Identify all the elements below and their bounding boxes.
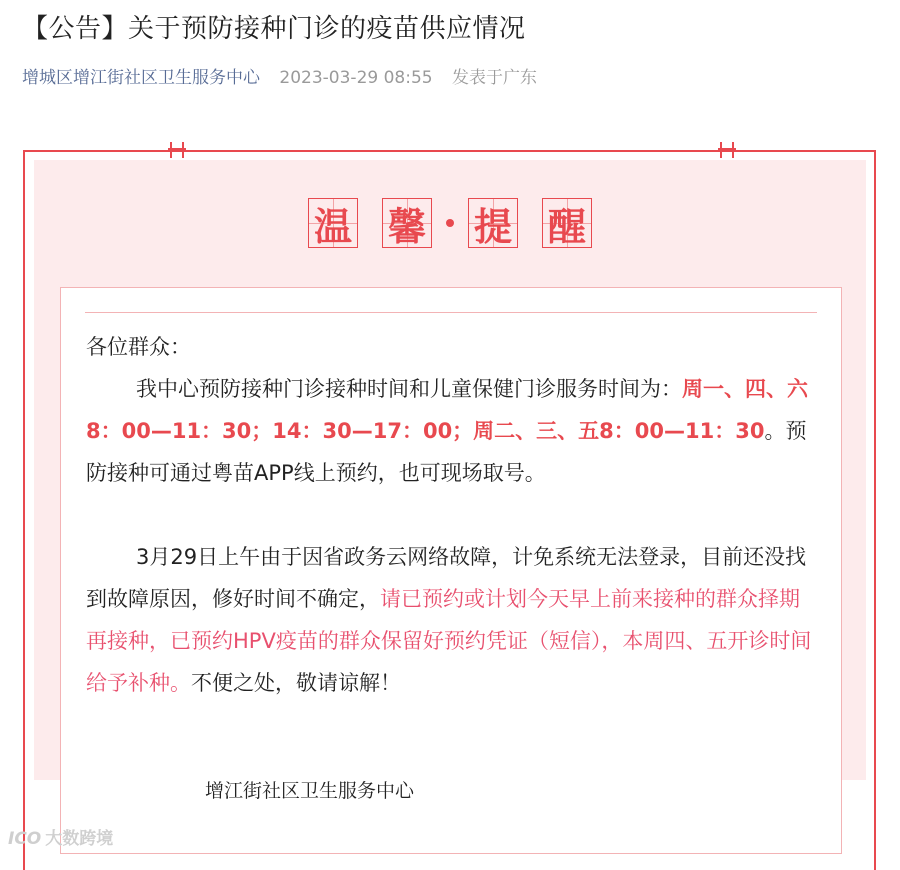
watermark-text: 大数跨境 bbox=[45, 829, 114, 849]
notice-heading bbox=[0, 196, 900, 250]
outage-paragraph bbox=[86, 536, 816, 704]
article-title: 【公告】关于预防接种门诊的疫苗供应情况 bbox=[22, 14, 526, 44]
schedule-paragraph bbox=[86, 368, 816, 494]
notice-content bbox=[86, 326, 816, 704]
heading-char: 提 bbox=[473, 204, 512, 249]
outage-instructions: 请已预约或计划今天早上前来接种的群众择期再接种，已预约HPV疫苗的群众保留好预约凭证（短信），本周四、五开诊时间给予补种。 bbox=[86, 587, 812, 695]
heading-dot-icon bbox=[446, 219, 454, 227]
paragraph-gap bbox=[86, 494, 816, 536]
greeting: 各位群众： bbox=[86, 335, 191, 359]
author-link[interactable]: 增城区增江街社区卫生服务中心 bbox=[22, 68, 260, 88]
card-divider bbox=[85, 312, 817, 313]
schedule-intro: 我中心预防接种门诊接种时间和儿童保健门诊服务时间为： bbox=[136, 377, 682, 401]
heading-char: 温 bbox=[313, 204, 352, 249]
watermark-logo-icon: ICO bbox=[8, 829, 42, 849]
apology: 不便之处，敬请谅解！ bbox=[191, 671, 401, 695]
schedule-hours: 周一、四、六8：00—11：30；14：30—17：00；周二、三、五8：00—11：30 bbox=[86, 377, 808, 443]
heading-char: 馨 bbox=[387, 204, 426, 249]
heading-char: 醒 bbox=[547, 204, 586, 249]
publish-location: 发表于广东 bbox=[452, 68, 538, 88]
outage-description: 3月29日上午由于因省政务云网络故障，计免系统无法登录，目前还没找到故障原因，修好时间不确定， bbox=[86, 545, 807, 611]
heading-char-box bbox=[382, 198, 432, 248]
frame-notch-left bbox=[170, 142, 184, 158]
heading-char-box bbox=[542, 198, 592, 248]
signature: 增江街社区卫生服务中心 bbox=[205, 780, 415, 802]
heading-char-box bbox=[468, 198, 518, 248]
publish-date: 2023-03-29 08:55 bbox=[279, 68, 433, 88]
heading-char-box bbox=[308, 198, 358, 248]
frame-notch-right bbox=[720, 142, 734, 158]
watermark bbox=[8, 824, 113, 849]
article-meta bbox=[22, 63, 537, 88]
schedule-booking: 。预防接种可通过粤苗APP线上预约，也可现场取号。 bbox=[86, 419, 807, 485]
